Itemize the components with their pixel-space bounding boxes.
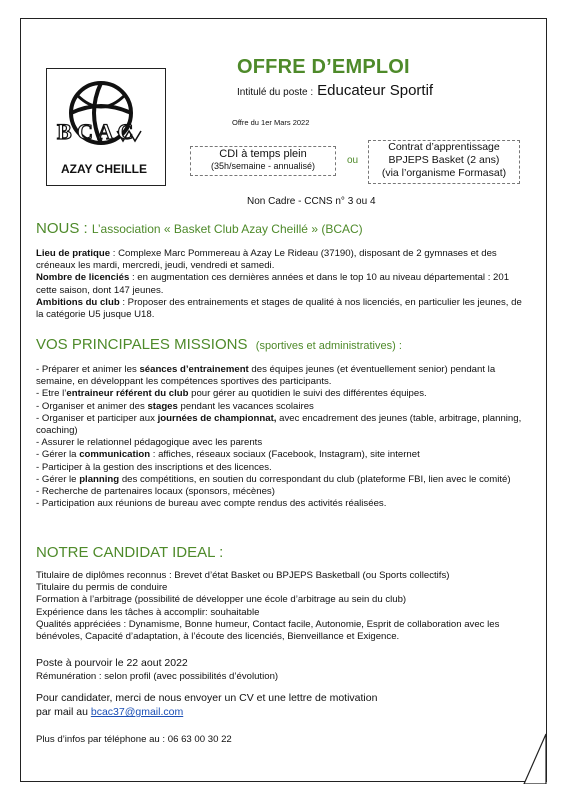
list-item: Titulaire de diplômes reconnus : Brevet d’état Basket ou BPJEPS Basketball (ou Sports collectifs) (36, 570, 450, 581)
licencies-label: Nombre de licenciés (36, 272, 130, 284)
apply-info (36, 691, 524, 719)
apprentissage-label: Contrat d’apprentissage (388, 141, 500, 153)
missions-heading-label: VOS PRINCIPALES MISSIONS (36, 336, 248, 353)
list-item: - Assurer le relationnel pédagogique avec les parents (36, 437, 263, 449)
lieu-paragraph (36, 248, 524, 272)
lieu-text: : Complexe Marc Pommereau à Azay Le Rideau (37190), disposant de 2 gymnases et des créneaux les mardi, mercredi, jeudi, vendredi et samedi. (36, 248, 497, 272)
candidat-heading: NOTRE CANDIDAT IDEAL : (36, 544, 224, 561)
list-item: Expérience dans les tâches à accomplir: souhaitable (36, 606, 260, 618)
contract-apprentissage-box (368, 140, 520, 184)
licencies-paragraph (36, 272, 524, 296)
list-item: Qualités appréciées : Dynamisme, Bonne humeur, Contact facile, Autonomie, Esprit de collaboration avec les bénévoles, Capacité d’adaptation, à l’écoute des licenciés, Bienveillance et Exigence. (36, 618, 500, 643)
email-link[interactable]: bcac37@gmail.com (90, 706, 184, 718)
list-item: - Recherche de partenaires locaux (sponsors, mécènes) (36, 486, 275, 498)
post-label: Intitulé du poste : (237, 87, 314, 98)
lieu-label: Lieu de pratique (36, 248, 111, 259)
list-item: - Etre l’entraineur référent du club pour gérer au quotidien le suivi des différentes équipes. (36, 388, 427, 400)
nous-heading-label: NOUS : (36, 220, 88, 237)
post-value: Educateur Sportif (317, 82, 434, 99)
remuneration: Rémunération : selon profil (avec possibilités d’évolution) (36, 671, 279, 682)
or-label: ou (347, 155, 359, 166)
logo-letters: B C A C (57, 119, 134, 144)
cdi-hours: (35h/semaine - annualisé) (210, 161, 316, 171)
phone-info: Plus d’infos par téléphone au : 06 63 00 30 22 (36, 734, 232, 745)
list-item: Titulaire du permis de conduire (36, 582, 168, 594)
page-title: OFFRE D’EMPLOI (237, 56, 410, 78)
nous-heading (36, 220, 363, 237)
apply-mail-line (36, 705, 524, 719)
missions-heading (36, 336, 402, 353)
logo-text: AZAY CHEILLE (61, 162, 148, 176)
cdi-label: CDI à temps plein (219, 148, 307, 160)
list-item: - Participation aux réunions de bureau avec compte rendus des activités réalisées. (36, 498, 387, 510)
ambitions-paragraph (36, 297, 524, 321)
missions-list (36, 364, 524, 510)
candidat-list (36, 570, 524, 643)
missions-heading-sub: (sportives et administratives) : (255, 340, 402, 352)
post-title (237, 82, 433, 99)
list-item: Formation à l’arbitrage (possibilité de développer une école d’arbitrage au sein du club) (36, 594, 407, 606)
list-item: - Préparer et animer les séances d’entrainement des équipes jeunes (et éventuellement senior) pendant la semaine, en développant les compétences sportives des participants. (36, 364, 496, 388)
page-curl-decoration (522, 732, 548, 784)
list-item: - Participer à la gestion des inscriptions et des licences. (36, 461, 272, 473)
ambitions-text: : Proposer des entrainements et stages de qualité à nos licenciés, en particulier les jeunes, de la catégorie U5 jusque U18. (36, 296, 522, 321)
ambitions-label: Ambitions du club (36, 296, 120, 308)
list-item: - Organiser et participer aux journées de championnat, avec encadrement des jeunes (table, arbitrage, planning, coaching) (36, 412, 522, 437)
contract-cdi-box (190, 146, 336, 176)
licencies-text: : en augmentation ces dernières années et dans le top 10 au niveau départemental : 201 cette saison, dont 147 jeunes. (36, 272, 510, 296)
nous-heading-rest: L’association « Basket Club Azay Cheillé » (BCAC) (91, 222, 363, 236)
offer-date: Offre du 1er Mars 2022 (232, 118, 310, 127)
mail-prefix: par mail au (36, 706, 91, 718)
list-item: - Gérer le planning des compétitions, en soutien du correspondant du club (plateforme FBI, lien avec le comité) (36, 473, 511, 485)
apprentissage-diploma: BPJEPS Basket (2 ans) (388, 154, 500, 166)
basketball-icon (47, 69, 164, 184)
apprentissage-organism: (via l’organisme Formasat) (381, 167, 507, 179)
nous-section (36, 248, 524, 321)
contract-status: Non Cadre - CCNS n° 3 ou 4 (247, 196, 376, 207)
list-item: - Organiser et animer des stages pendant les vacances scolaires (36, 400, 314, 412)
list-item: - Gérer la communication : affiches, réseaux sociaux (Facebook, Instagram), site internet (36, 449, 420, 461)
club-logo (46, 68, 166, 186)
apply-text: Pour candidater, merci de nous envoyer un CV et une lettre de motivation (36, 692, 378, 704)
poste-date: Poste à pourvoir le 22 aout 2022 (36, 657, 188, 669)
